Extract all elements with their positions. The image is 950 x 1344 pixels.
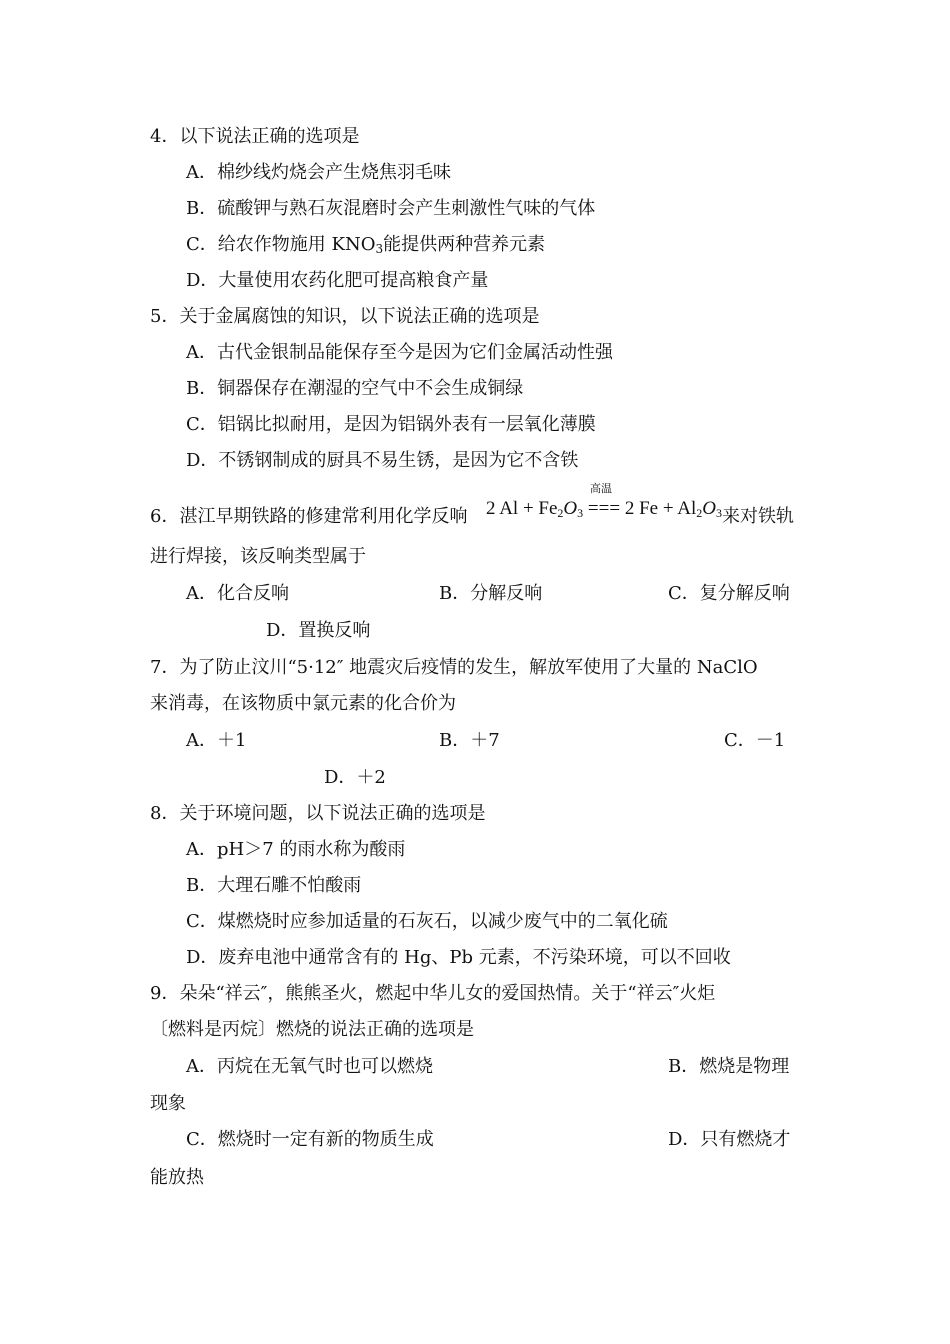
- q7-option-a: A．＋1: [186, 730, 247, 751]
- q6-stem: 6．湛江早期铁路的修建常利用化学反响: [150, 506, 468, 527]
- q6-option-a: A．化合反响: [186, 583, 289, 604]
- q6-equation: 高温 2 $Al + Fe_2O_3$ === 2 $Fe + Al_2O_3$: [486, 482, 722, 520]
- q8-option-b: B．大理石雕不怕酸雨: [186, 875, 362, 896]
- q4-option-a: A．棉纱线灼烧会产生烧焦羽毛味: [186, 162, 451, 183]
- q9-option-c: C．燃烧时一定有新的物质生成: [186, 1129, 434, 1150]
- q6-option-d: D．置换反响: [266, 620, 371, 641]
- q5-option-a: A．古代金银制品能保存至今是因为它们金属活动性强: [186, 342, 613, 363]
- q6-option-c: C．复分解反响: [668, 583, 790, 604]
- q4-stem: 4．以下说法正确的选项是: [150, 126, 360, 147]
- q5-option-d: D．不锈钢制成的厨具不易生锈，是因为它不含铁: [186, 450, 579, 471]
- q7-stem-line2: 来消毒，在该物质中氯元素的化合价为: [150, 693, 456, 714]
- q5-stem: 5．关于金属腐蚀的知识，以下说法正确的选项是: [150, 306, 540, 327]
- q8-option-c: C．煤燃烧时应参加适量的石灰石，以减少废气中的二氧化硫: [186, 911, 668, 932]
- q8-option-d: D．废弃电池中通常含有的 Hg、Pb 元素，不污染环境，可以不回收: [186, 947, 731, 968]
- q4-option-b: B．硫酸钾与熟石灰混磨时会产生刺激性气味的气体: [186, 198, 596, 219]
- q4-option-d: D．大量使用农药化肥可提高粮食产量: [186, 270, 489, 291]
- reaction-condition: 高温: [590, 482, 612, 495]
- q8-option-a: A．pH＞7 的雨水称为酸雨: [186, 839, 406, 860]
- q9-option-b: B．燃烧是物理: [668, 1056, 790, 1077]
- q5-option-b: B．铜器保存在潮湿的空气中不会生成铜绿: [186, 378, 524, 399]
- q9-option-b-cont: 现象: [150, 1093, 186, 1114]
- q7-option-b: B．＋7: [439, 730, 500, 751]
- q9-option-d-cont: 能放热: [150, 1167, 204, 1188]
- q4-option-c: C．给农作物施用 $KNO_3$能提供两种营养元素: [186, 234, 546, 256]
- q7-stem: 7．为了防止汶川“5·12″ 地震灾后疫情的发生，解放军使用了大量的 NaClO: [150, 657, 758, 678]
- q7-option-c: C．－1: [724, 730, 786, 751]
- q8-stem: 8．关于环境问题，以下说法正确的选项是: [150, 803, 486, 824]
- q9-option-a: A．丙烷在无氧气时也可以燃烧: [186, 1056, 433, 1077]
- q6-option-b: B．分解反响: [439, 583, 543, 604]
- q6-stem-tail: 来对铁轨: [722, 506, 794, 527]
- q7-option-d: D．＋2: [324, 767, 386, 788]
- q5-option-c: C．铝锅比拟耐用，是因为铝锅外表有一层氧化薄膜: [186, 414, 596, 435]
- q6-stem-line2: 进行焊接，该反响类型属于: [150, 546, 366, 567]
- q9-stem: 9．朵朵“祥云″，熊熊圣火，燃起中华儿女的爱国热情。关于“祥云″火炬: [150, 983, 716, 1004]
- q9-stem-line2: 〔燃料是丙烷〕燃烧的说法正确的选项是: [150, 1019, 474, 1040]
- q9-option-d: D．只有燃烧才: [668, 1129, 791, 1150]
